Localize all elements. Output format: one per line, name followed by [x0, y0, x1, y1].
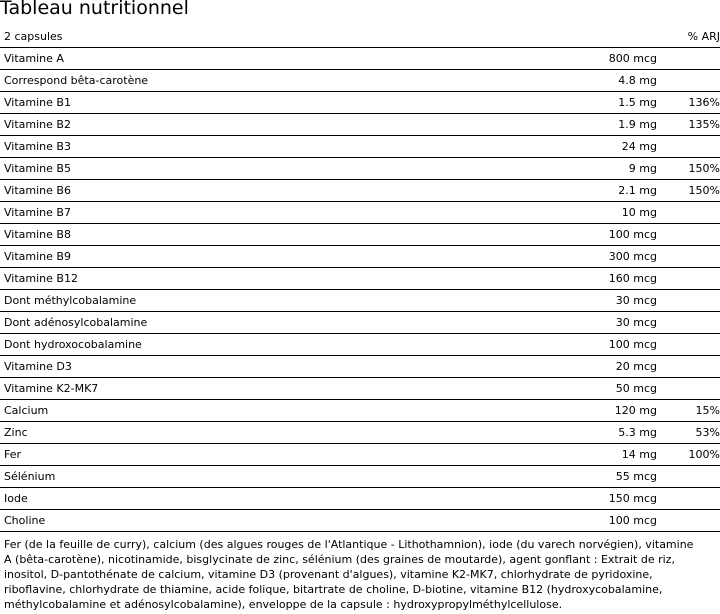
nutrient-amount: 1.5 mg — [618, 96, 657, 109]
nutrient-name: Vitamine A — [4, 52, 64, 65]
page-title: Tableau nutritionnel — [0, 0, 189, 19]
table-row — [0, 334, 720, 356]
table-row — [0, 202, 720, 224]
nutrient-name: Correspond bêta-carotène — [4, 74, 149, 87]
nutrient-amount: 120 mg — [614, 404, 657, 417]
nutrient-amount: 150 mcg — [608, 492, 657, 505]
table-row — [0, 400, 720, 422]
nutrient-percent — [660, 70, 720, 92]
table-row — [0, 312, 720, 334]
table-row — [0, 290, 720, 312]
table-row — [0, 356, 720, 378]
nutrient-amount: 5.3 mg — [618, 426, 657, 439]
nutrient-name: Fer — [4, 448, 22, 461]
nutrient-percent — [660, 378, 720, 400]
nutrient-name: Vitamine B12 — [4, 272, 78, 285]
nutrient-percent: 150% — [688, 184, 720, 197]
nutrient-name: Vitamine B3 — [4, 140, 71, 153]
nutrient-percent: 150% — [688, 162, 720, 175]
nutrient-name: Dont méthylcobalamine — [4, 294, 137, 307]
table-row — [0, 510, 720, 532]
ingredients-text: Fer (de la feuille de curry), calcium (des algues rouges de l'Atlantique - Lithothamnion), iode (du varech norvégien), vitamine A (bêta-carotène), nicotinamide, bisglycinate de zinc, sélénium (des graines de moutarde), agent gonflant : Extrait de riz, inositol, D-pantothénate de calcium, vitamine D3 (provenant d'algues), vitamine K2-MK7, chlorhydrate de pyridoxine, riboflavine, chlorhydrate de thiamine, acide folique, bitartrate de choline, D-biotine, vitamine B12 (hydroxycobalamine, méthylcobalamine et adénosylcobalamine), enveloppe de la capsule : hydroxypropylméthylcellulose. — [4, 538, 694, 611]
header-portion: 2 capsules — [4, 30, 63, 43]
nutrient-amount: 55 mcg — [615, 470, 657, 483]
nutrient-name: Vitamine B1 — [4, 96, 71, 109]
nutrient-name: Vitamine K2-MK7 — [4, 382, 99, 395]
nutrient-percent — [660, 334, 720, 356]
table-header-row — [0, 26, 720, 48]
nutrition-table — [0, 26, 720, 532]
table-row — [0, 466, 720, 488]
table-row — [0, 444, 720, 466]
table-row — [0, 246, 720, 268]
table-row — [0, 136, 720, 158]
nutrient-amount: 300 mcg — [608, 250, 657, 263]
table-row — [0, 224, 720, 246]
table-row — [0, 114, 720, 136]
nutrient-name: Vitamine B9 — [4, 250, 71, 263]
nutrient-name: Vitamine B8 — [4, 228, 71, 241]
nutrient-percent — [660, 312, 720, 334]
nutrient-amount: 10 mg — [621, 206, 657, 219]
nutrient-name: Sélénium — [4, 470, 56, 483]
table-row — [0, 48, 720, 70]
nutrient-percent: 15% — [695, 404, 720, 417]
nutrient-percent — [660, 290, 720, 312]
nutrient-amount: 1.9 mg — [618, 118, 657, 131]
nutrient-amount: 30 mcg — [615, 316, 657, 329]
nutrient-percent — [660, 466, 720, 488]
nutrient-percent — [660, 510, 720, 532]
nutrient-percent — [660, 224, 720, 246]
nutrient-amount: 14 mg — [621, 448, 657, 461]
nutrient-percent — [660, 488, 720, 510]
table-row — [0, 158, 720, 180]
nutrient-name: Calcium — [4, 404, 49, 417]
nutrient-percent: 100% — [688, 448, 720, 461]
nutrient-amount: 30 mcg — [615, 294, 657, 307]
nutrient-name: Iode — [4, 492, 28, 505]
nutrient-percent — [660, 202, 720, 224]
table-row — [0, 92, 720, 114]
nutrient-name: Vitamine B6 — [4, 184, 71, 197]
table-row — [0, 378, 720, 400]
nutrient-amount: 50 mcg — [615, 382, 657, 395]
nutrient-amount: 800 mcg — [608, 52, 657, 65]
nutrient-percent — [660, 136, 720, 158]
table-row — [0, 422, 720, 444]
nutrient-amount: 100 mcg — [608, 514, 657, 527]
nutrient-name: Vitamine B7 — [4, 206, 71, 219]
table-row — [0, 268, 720, 290]
nutrient-amount: 2.1 mg — [618, 184, 657, 197]
nutrient-percent: 135% — [688, 118, 720, 131]
header-percent: % ARJ — [687, 30, 720, 43]
nutrient-percent: 53% — [695, 426, 720, 439]
nutrient-amount: 100 mcg — [608, 338, 657, 351]
nutrient-percent — [660, 48, 720, 70]
nutrient-amount: 24 mg — [621, 140, 657, 153]
nutrient-amount: 20 mcg — [615, 360, 657, 373]
nutrient-amount: 100 mcg — [608, 228, 657, 241]
nutrient-amount: 9 mg — [628, 162, 657, 175]
nutrient-name: Dont adénosylcobalamine — [4, 316, 148, 329]
nutrient-percent — [660, 356, 720, 378]
nutrient-name: Vitamine B2 — [4, 118, 71, 131]
nutrient-percent — [660, 268, 720, 290]
nutrient-name: Dont hydroxocobalamine — [4, 338, 142, 351]
nutrient-percent: 136% — [688, 96, 720, 109]
nutrient-amount: 4.8 mg — [618, 74, 657, 87]
header-amount — [480, 26, 660, 48]
table-body — [0, 48, 720, 532]
table-row — [0, 488, 720, 510]
nutrient-name: Vitamine B5 — [4, 162, 71, 175]
table-row — [0, 70, 720, 92]
nutrient-name: Vitamine D3 — [4, 360, 72, 373]
nutrient-amount: 160 mcg — [608, 272, 657, 285]
table-row — [0, 180, 720, 202]
nutrient-percent — [660, 246, 720, 268]
nutrient-name: Zinc — [4, 426, 28, 439]
nutrient-name: Choline — [4, 514, 46, 527]
